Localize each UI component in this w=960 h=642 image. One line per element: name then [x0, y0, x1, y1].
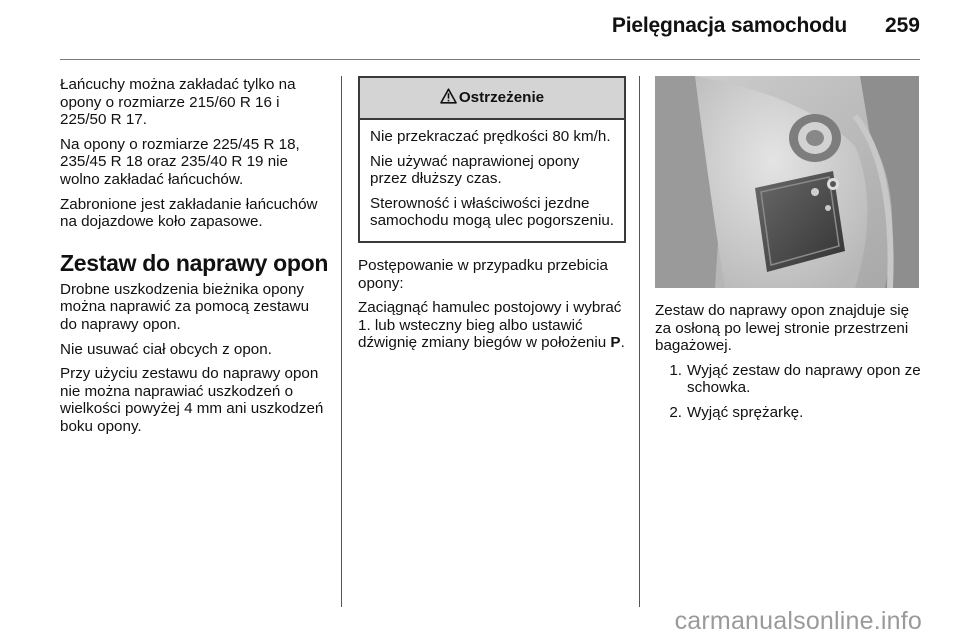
column-left: [60, 76, 330, 443]
page-header: [612, 14, 920, 38]
instruction-end: .: [620, 334, 625, 352]
caption: Zestaw do naprawy opon znajduje się za osłoną po lewej stronie przestrzeni bagażowej.: [655, 302, 910, 355]
warning-box: [358, 76, 626, 243]
column-right: [655, 76, 923, 429]
warning-item: Nie używać naprawionej opony przez dłuższy czas.: [370, 152, 580, 188]
header-rule: [60, 59, 920, 60]
paragraph: Zabronione jest zakładanie łańcuchów na dojazdowe koło zapasowe.: [60, 195, 318, 231]
paragraph: Postępowanie w przypadku przebicia opony:: [358, 256, 608, 292]
paragraph: Drobne uszkodzenia bieżnika opony można naprawić za pomocą zestawu do naprawy opon.: [60, 280, 310, 333]
paragraph: Przy użyciu zestawu do naprawy opon nie można naprawiać uszkodzeń o wielkości powyżej 4 mm ani uszkodzeń boku opony.: [60, 365, 324, 435]
section-heading: Zestaw do naprawy opon: [60, 249, 329, 276]
gear-position-label: P: [610, 334, 621, 352]
watermark: carmanualsonline.info: [674, 607, 922, 635]
trunk-panel-photo: [655, 76, 919, 288]
paragraph: Na opony o rozmiarze 225/45 R 18, 235/45 R 18 oraz 235/40 R 19 nie wolno zakładać łańcuchów.: [60, 135, 300, 188]
page-title: Pielęgnacja samochodu: [611, 14, 847, 37]
step-item: [655, 362, 923, 397]
page-number: 259: [884, 14, 920, 37]
instruction-paragraph: [358, 299, 626, 352]
step-text: Wyjąć sprężarkę.: [687, 403, 804, 421]
steps-list: [655, 362, 923, 422]
warning-item: Nie przekraczać prędkości 80 km/h.: [370, 128, 611, 145]
step-number: 1.: [669, 361, 682, 379]
step-item: [655, 404, 923, 422]
paragraph: Nie usuwać ciał obcych z opon.: [60, 340, 272, 358]
warning-title: Ostrzeżenie: [458, 89, 545, 107]
step-text: Wyjąć zestaw do naprawy opon ze schowka.: [687, 361, 921, 397]
column-divider: [341, 76, 342, 607]
column-divider: [639, 76, 640, 607]
warning-body: [360, 120, 624, 241]
warning-item: Sterowność i właściwości jezdne samochodu mogą ulec pogorszeniu.: [370, 194, 614, 230]
step-number: 2.: [669, 403, 682, 421]
paragraph: Łańcuchy można zakładać tylko na opony o rozmiarze 215/60 R 16 i 225/50 R 17.: [60, 76, 296, 129]
instruction-text: Zaciągnąć hamulec postojowy i wybrać 1. lub wsteczny bieg albo ustawić dźwignię zmiany biegów w położeniu: [358, 299, 622, 352]
column-middle: [358, 76, 626, 359]
warning-header: [360, 78, 624, 120]
warning-triangle-icon: [440, 88, 457, 109]
